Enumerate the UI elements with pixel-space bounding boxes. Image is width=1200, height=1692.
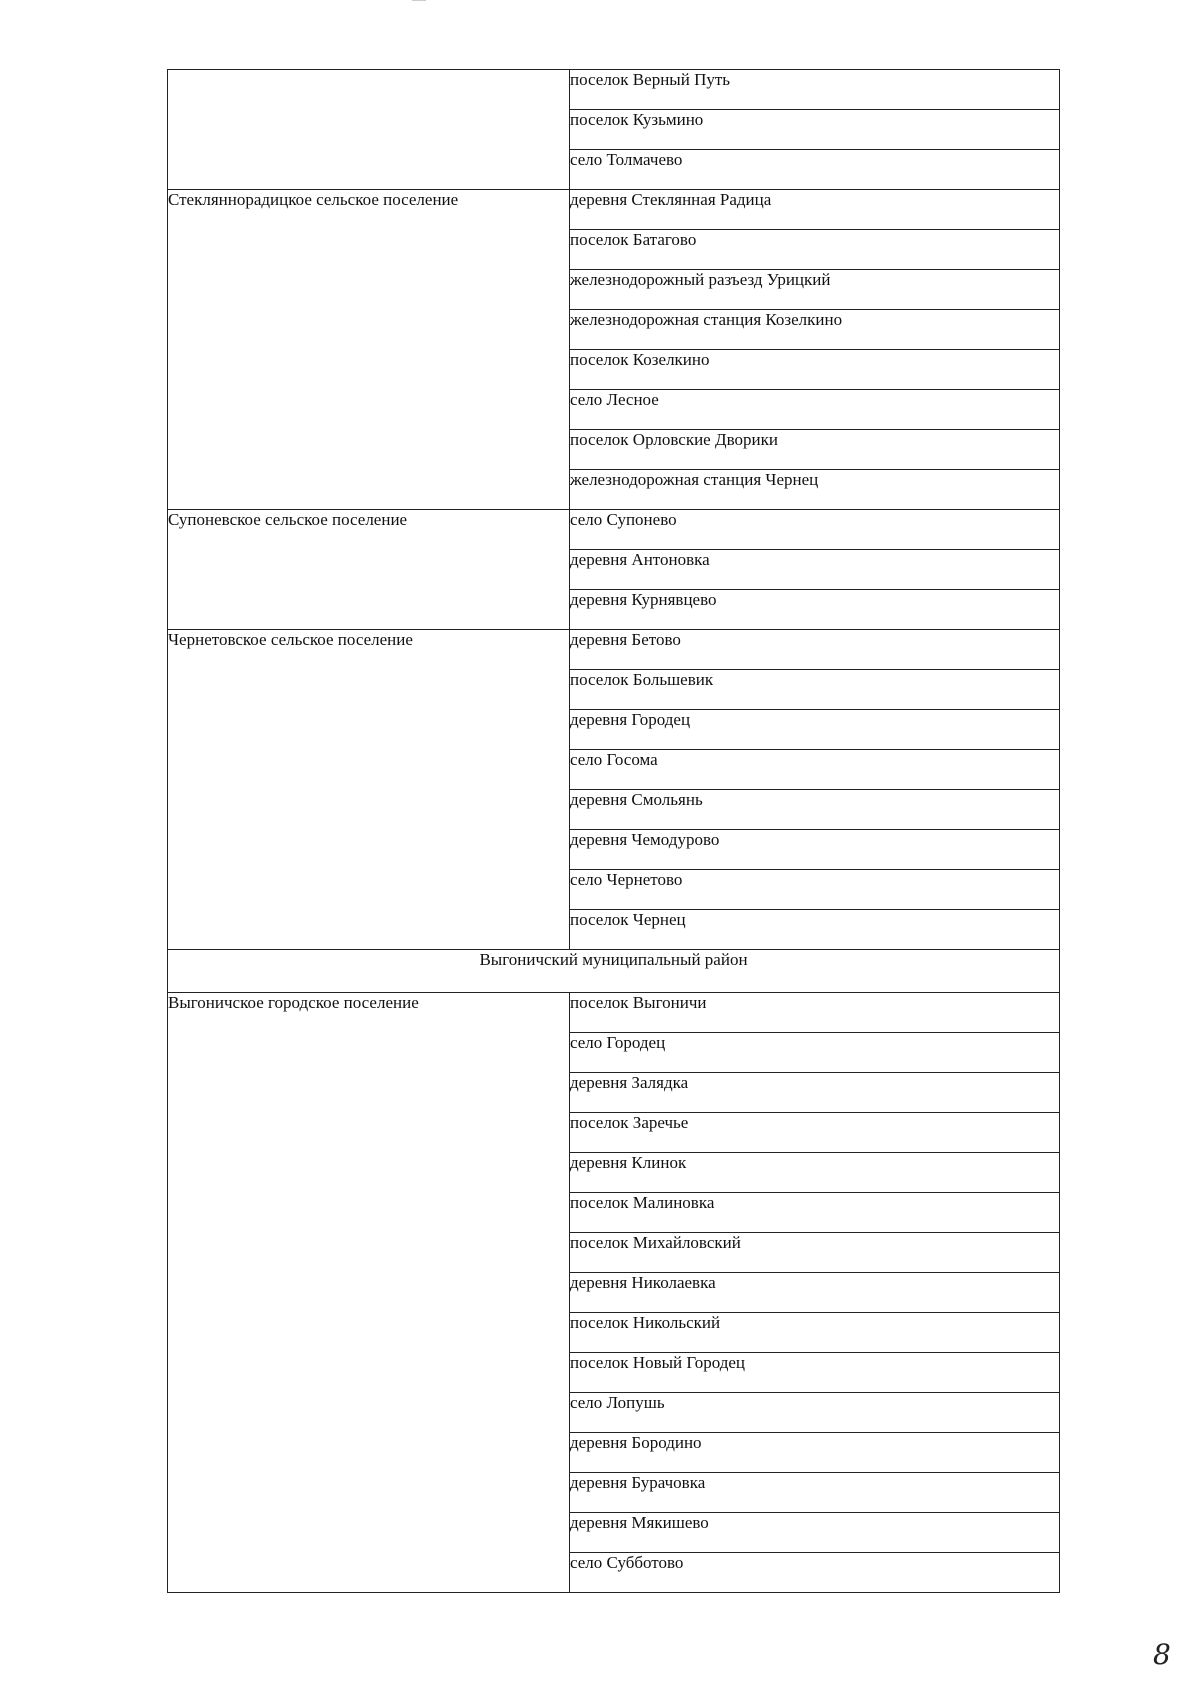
- municipality-name: [168, 70, 570, 190]
- settlement-name: деревня Антоновка: [570, 550, 1060, 590]
- page-number: 8: [1153, 1638, 1171, 1671]
- settlement-name: деревня Николаевка: [570, 1273, 1060, 1313]
- settlement-name: железнодорожная станция Козелкино: [570, 310, 1060, 350]
- settlement-name: село Лопушь: [570, 1393, 1060, 1433]
- settlement-name: деревня Чемодурово: [570, 830, 1060, 870]
- settlement-name: железнодорожный разъезд Урицкий: [570, 270, 1060, 310]
- settlements-table: [167, 69, 1060, 1593]
- settlement-name: поселок Никольский: [570, 1313, 1060, 1353]
- settlement-name: поселок Большевик: [570, 670, 1060, 710]
- settlement-name: деревня Смольянь: [570, 790, 1060, 830]
- settlement-name: село Толмачево: [570, 150, 1060, 190]
- settlement-name: деревня Городец: [570, 710, 1060, 750]
- settlement-name: село Чернетово: [570, 870, 1060, 910]
- settlement-name: поселок Михайловский: [570, 1233, 1060, 1273]
- municipality-name: Супоневское сельское поселение: [168, 510, 570, 630]
- settlement-name: поселок Орловские Дворики: [570, 430, 1060, 470]
- settlement-name: село Госома: [570, 750, 1060, 790]
- settlement-name: село Супонево: [570, 510, 1060, 550]
- settlement-name: деревня Бетово: [570, 630, 1060, 670]
- settlement-name: поселок Верный Путь: [570, 70, 1060, 110]
- settlement-name: деревня Залядка: [570, 1073, 1060, 1113]
- settlement-name: поселок Козелкино: [570, 350, 1060, 390]
- settlement-name: деревня Бурачовка: [570, 1473, 1060, 1513]
- settlement-row: [168, 70, 1060, 110]
- settlement-row: [168, 630, 1060, 670]
- settlement-row: [168, 190, 1060, 230]
- settlement-row: [168, 993, 1060, 1033]
- settlement-name: поселок Выгоничи: [570, 993, 1060, 1033]
- scan-mark: [412, 0, 426, 1]
- settlement-name: деревня Бородино: [570, 1433, 1060, 1473]
- settlement-name: поселок Чернец: [570, 910, 1060, 950]
- settlement-name: село Субботово: [570, 1553, 1060, 1593]
- settlement-name: деревня Клинок: [570, 1153, 1060, 1193]
- settlement-name: поселок Кузьмино: [570, 110, 1060, 150]
- settlement-name: село Городец: [570, 1033, 1060, 1073]
- district-name: Выгоничский муниципальный район: [168, 950, 1060, 993]
- settlement-name: поселок Заречье: [570, 1113, 1060, 1153]
- municipality-name: Чернетовское сельское поселение: [168, 630, 570, 950]
- settlement-name: поселок Малиновка: [570, 1193, 1060, 1233]
- settlement-name: поселок Батагово: [570, 230, 1060, 270]
- settlement-name: деревня Стеклянная Радица: [570, 190, 1060, 230]
- settlement-row: [168, 510, 1060, 550]
- municipality-name: Выгоничское городское поселение: [168, 993, 570, 1593]
- settlement-name: деревня Мякишево: [570, 1513, 1060, 1553]
- district-row: [168, 950, 1060, 993]
- settlement-name: деревня Курнявцево: [570, 590, 1060, 630]
- municipality-name: Стекляннорадицкое сельское поселение: [168, 190, 570, 510]
- settlement-name: село Лесное: [570, 390, 1060, 430]
- settlement-name: железнодорожная станция Чернец: [570, 470, 1060, 510]
- settlement-name: поселок Новый Городец: [570, 1353, 1060, 1393]
